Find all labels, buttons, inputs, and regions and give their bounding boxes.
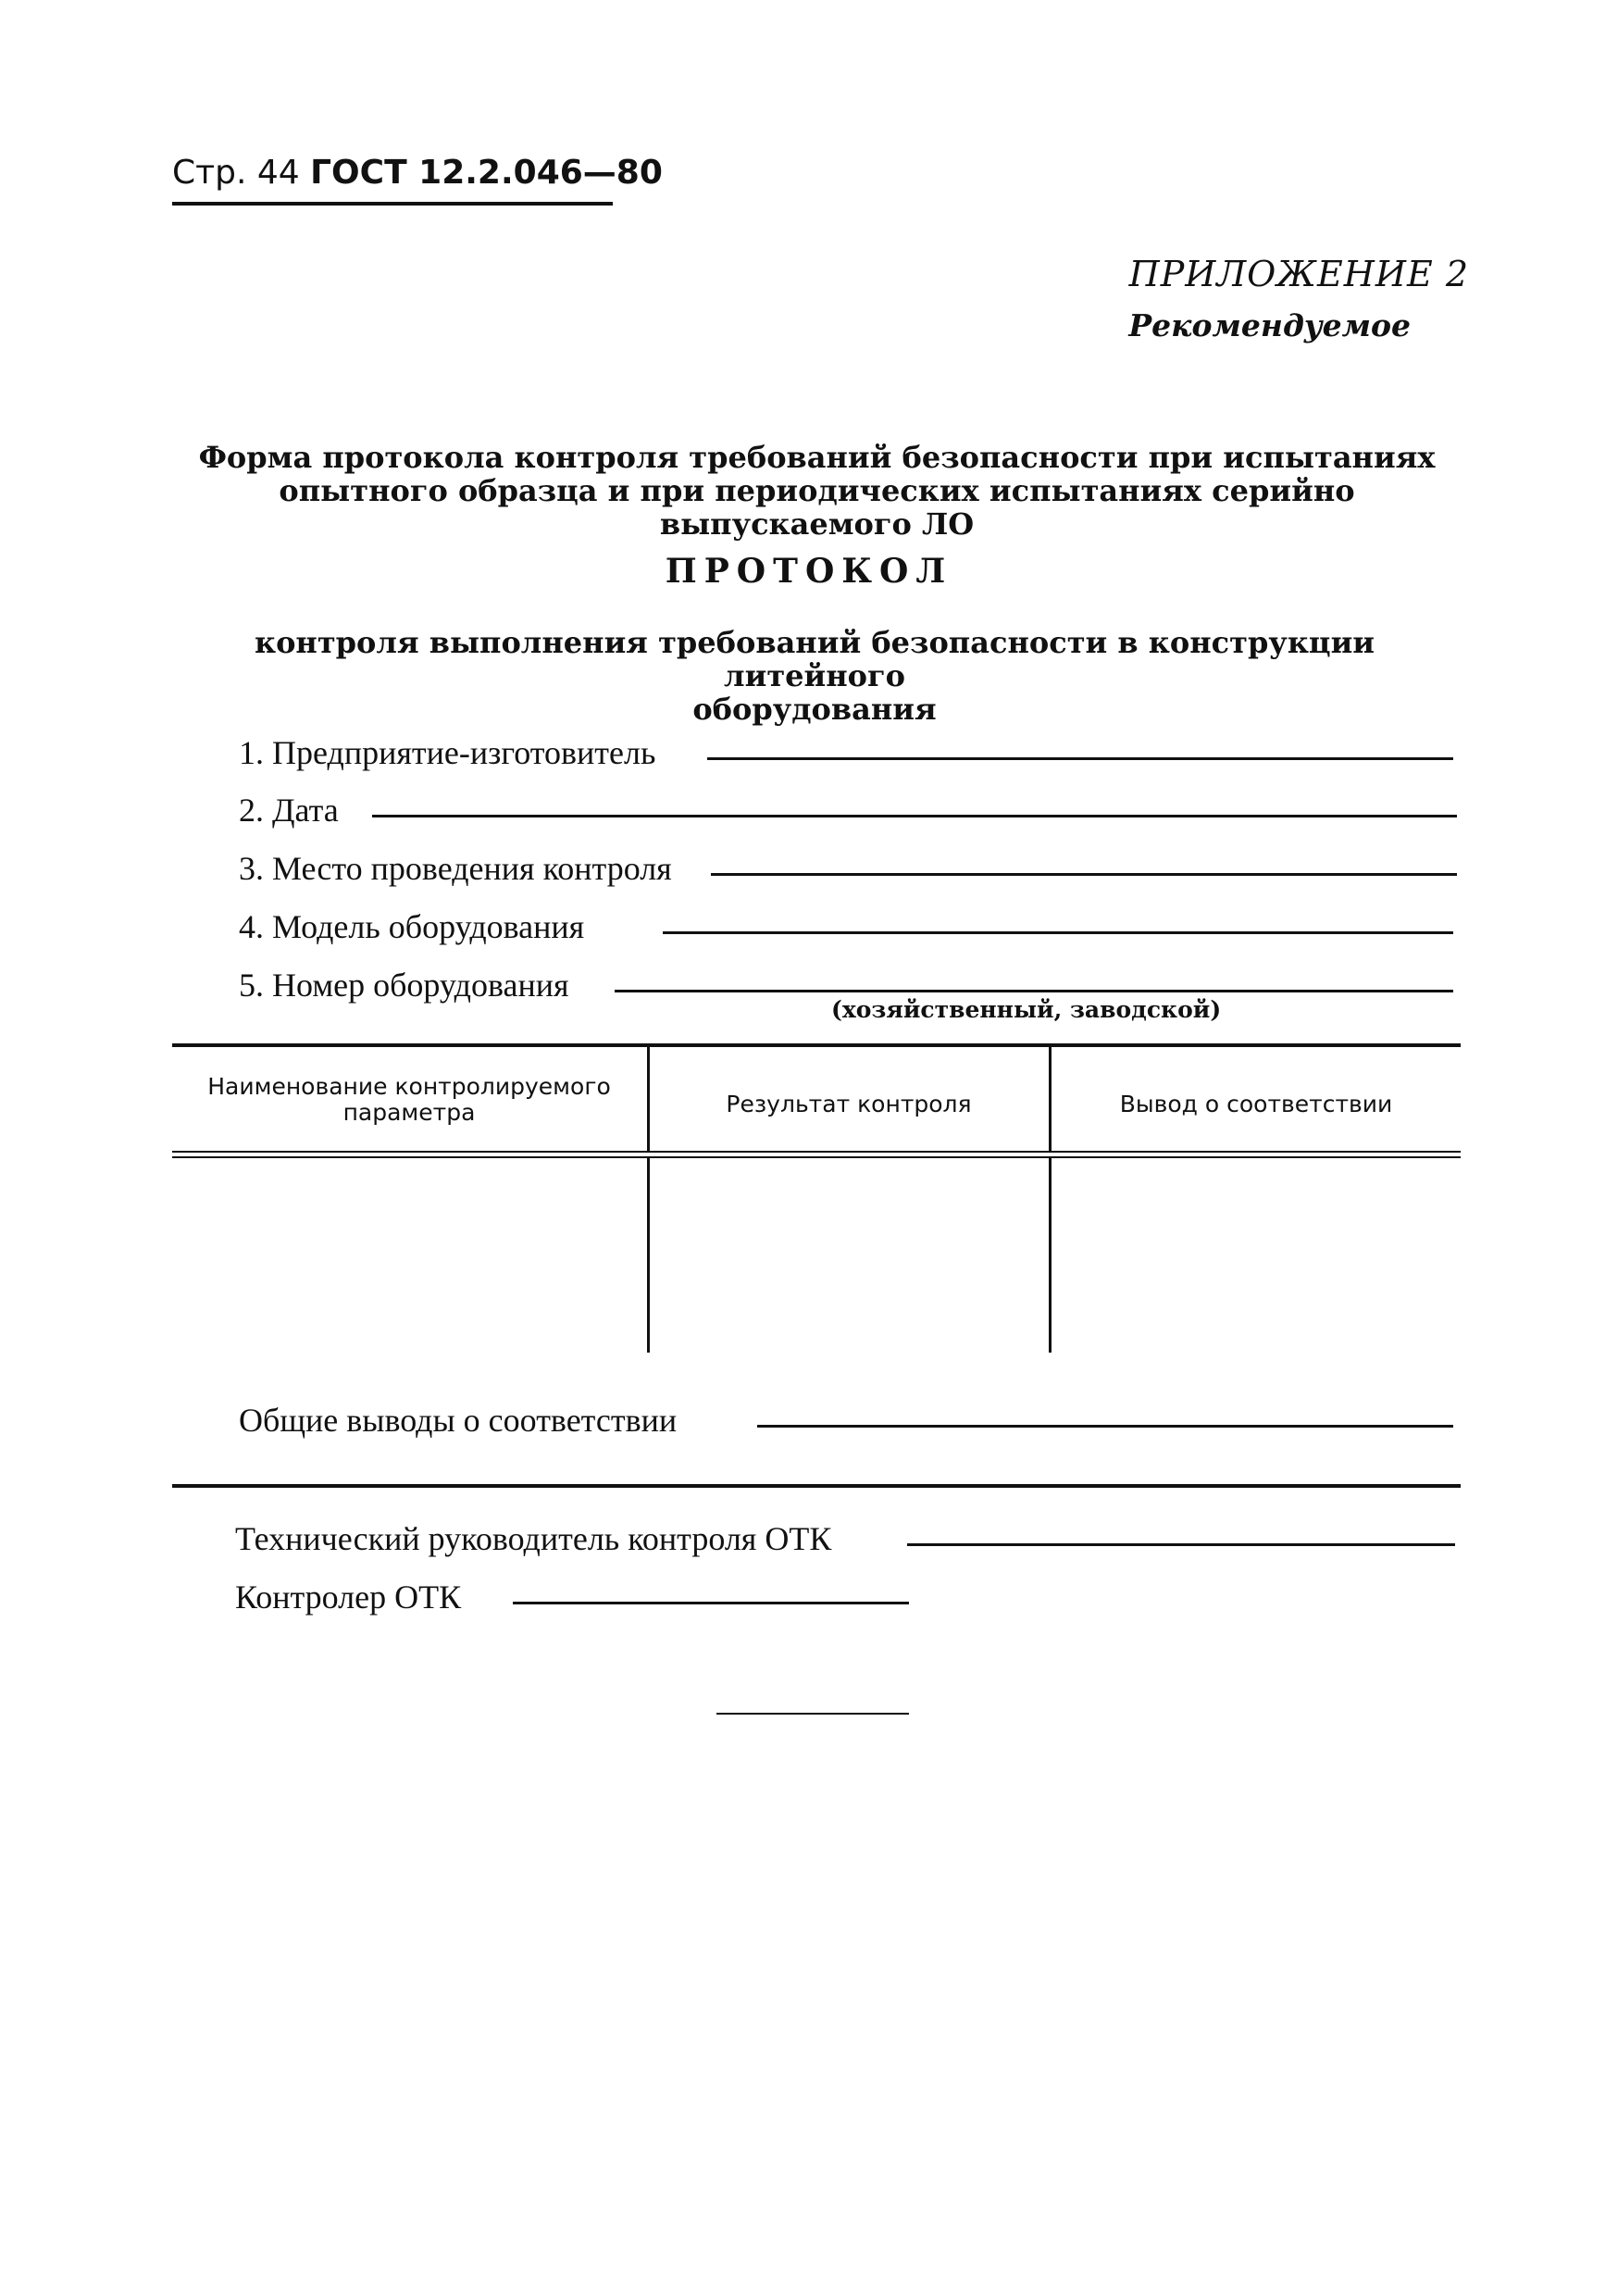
form-title-line-2: опытного образца и при периодических испытаниях серийно выпускаемого ЛО (279, 473, 1355, 542)
signature-label-tech-head: Технический руководитель контроля ОТК (235, 1520, 832, 1557)
form-title (157, 441, 1476, 541)
table-header-divider-1 (647, 1047, 650, 1151)
table-header-rule-1 (172, 1151, 1461, 1153)
field-line-place[interactable] (711, 873, 1457, 876)
table-header-result: Результат контроля (726, 1091, 972, 1117)
general-conclusions-label: Общие выводы о соответствии (239, 1402, 678, 1439)
field-line-date[interactable] (372, 815, 1457, 817)
protocol-subtitle (213, 626, 1416, 726)
table-header-divider-2 (1049, 1047, 1052, 1151)
signature-label-controller: Контролер ОТК (235, 1578, 462, 1616)
general-conclusions-line[interactable] (757, 1425, 1453, 1428)
appendix-status: Рекомендуемое (1128, 307, 1411, 343)
field-label-place: 3. Место проведения контроля (239, 850, 672, 887)
protocol-subtitle-line-2: оборудования (692, 692, 937, 727)
form-title-line-1: Форма протокола контроля требований безопасности при испытаниях (198, 440, 1436, 475)
table-top-rule (172, 1043, 1461, 1047)
field-line-number[interactable] (615, 990, 1453, 992)
field-line-manufacturer[interactable] (707, 757, 1453, 760)
protocol-subtitle-line-1: контроля выполнения требований безопасности в конструкции литейного (254, 625, 1375, 693)
protocol-title: ПРОТОКОЛ (665, 552, 953, 591)
table-header-parameter: Наименование контролируемого параметра (207, 1073, 611, 1126)
table-header-conclusion: Вывод о соответствии (1119, 1091, 1393, 1117)
page-number: Стр. 44 (172, 154, 300, 192)
conclusions-divider (172, 1484, 1461, 1488)
field-label-date: 2. Дата (239, 792, 339, 829)
appendix-title: ПРИЛОЖЕНИЕ 2 (1128, 254, 1469, 294)
header-divider (172, 202, 613, 206)
table-body[interactable] (172, 1158, 1461, 1353)
field-label-number: 5. Номер оборудования (239, 967, 569, 1004)
equipment-number-note: (хозяйственный, заводской) (831, 996, 1222, 1023)
signature-line-tech-head[interactable] (907, 1543, 1455, 1546)
field-label-model: 4. Модель оборудования (239, 908, 585, 945)
field-label-manufacturer: 1. Предприятие-изготовитель (239, 734, 656, 771)
field-line-model[interactable] (663, 931, 1453, 934)
end-rule (716, 1713, 909, 1715)
standard-number: ГОСТ 12.2.046—80 (310, 154, 663, 192)
signature-line-controller[interactable] (513, 1602, 909, 1604)
page-header (172, 154, 663, 192)
